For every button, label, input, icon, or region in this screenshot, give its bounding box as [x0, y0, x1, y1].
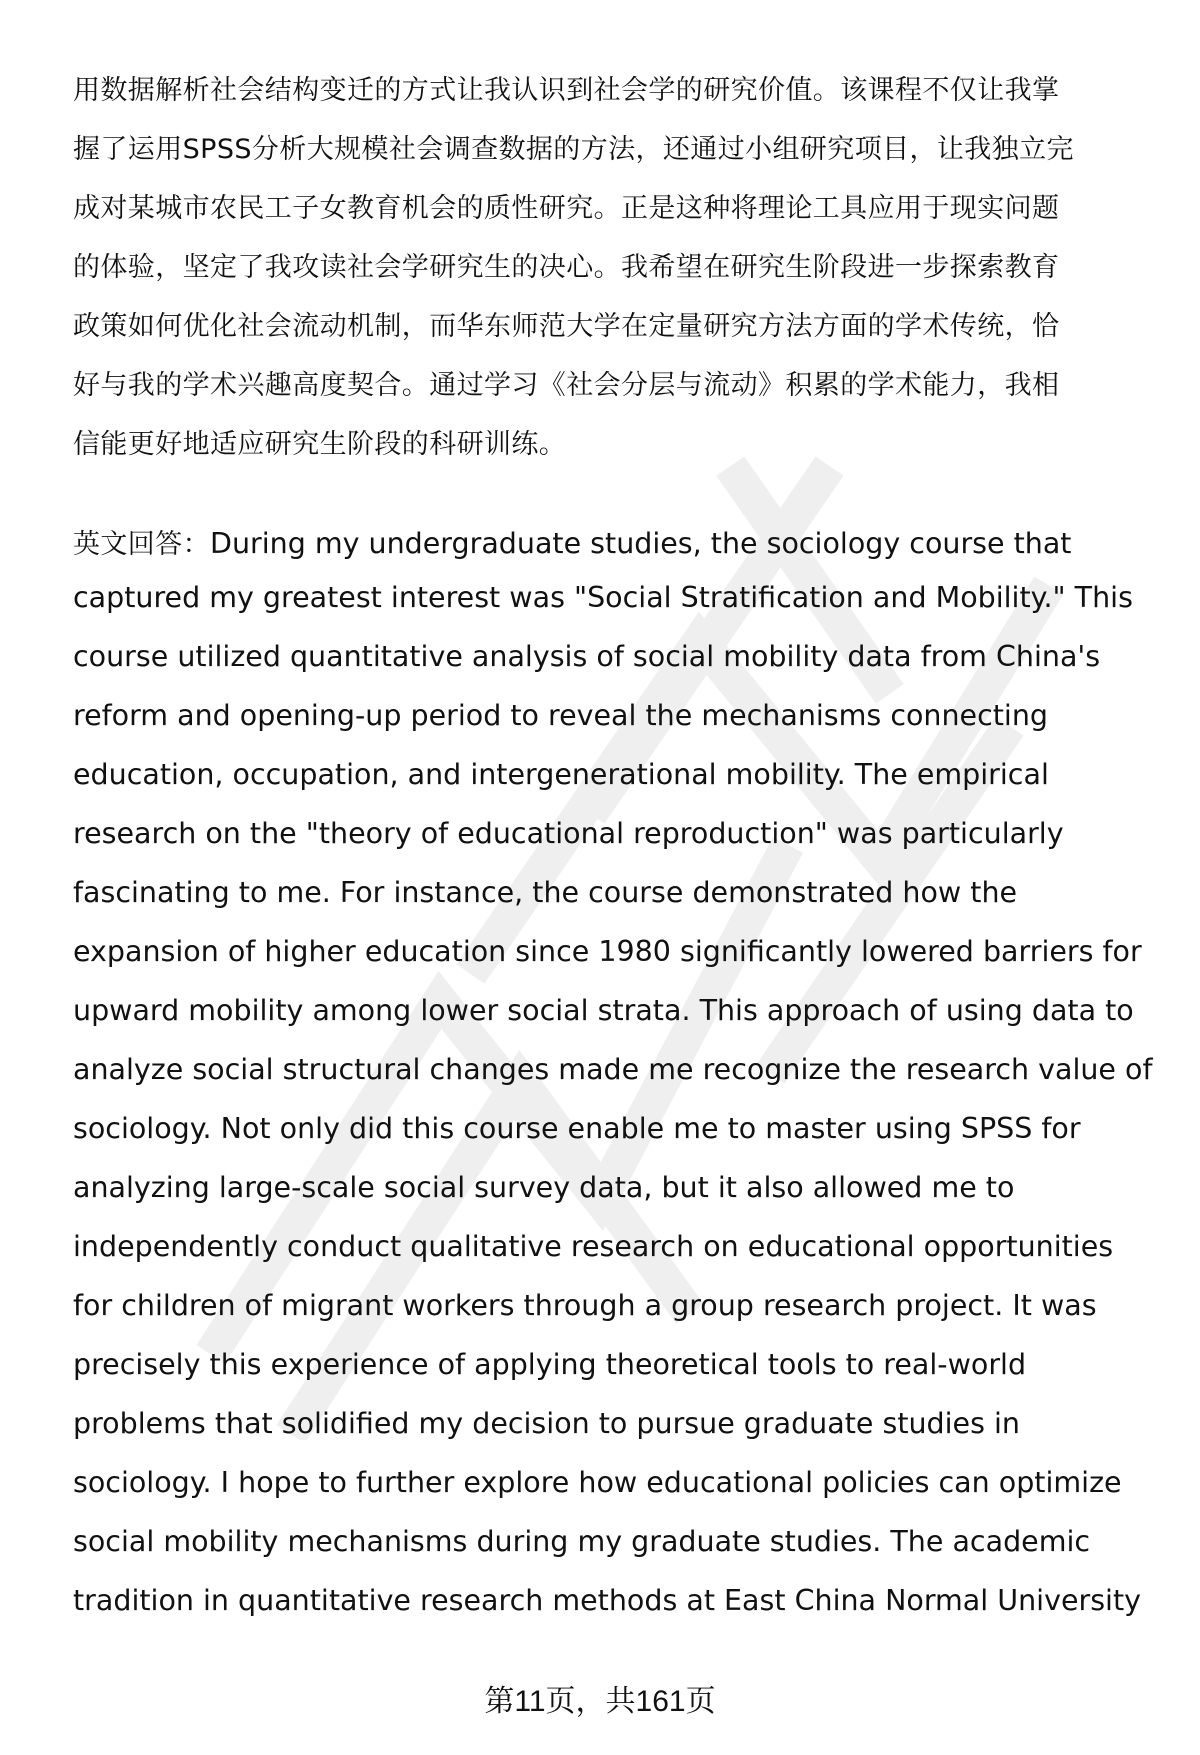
english-answer-first-line: [73, 522, 1072, 561]
english-text-line: sociology. I hope to further explore how educational policies can optimize: [73, 1466, 1122, 1499]
page-indicator: 第11页，共161页: [484, 1685, 716, 1718]
chinese-text-line: 政策如何优化社会流动机制，而华东师范大学在定量研究方法方面的学术传统，恰: [73, 311, 1060, 342]
english-text-line: course utilized quantitative analysis of social mobility data from China's: [73, 640, 1101, 673]
english-text-line: social mobility mechanisms during my graduate studies. The academic: [73, 1525, 1091, 1558]
english-text-line: for children of migrant workers through a group research project. It was: [73, 1289, 1097, 1322]
chinese-text-line: 好与我的学术兴趣高度契合。通过学习《社会分层与流动》积累的学术能力，我相: [73, 370, 1060, 401]
english-text-line: analyze social structural changes made me recognize the research value of: [73, 1053, 1153, 1086]
chinese-text-line: 成对某城市农民工子女教育机会的质性研究。正是这种将理论工具应用于现实问题: [73, 193, 1060, 224]
english-answer-label: 英文回答：: [73, 529, 210, 560]
english-text-line: sociology. Not only did this course enable me to master using SPSS for: [73, 1112, 1081, 1145]
chinese-text-line: 信能更好地适应研究生阶段的科研训练。: [73, 429, 567, 460]
english-text-line: captured my greatest interest was "Social Stratification and Mobility." This: [73, 581, 1133, 614]
english-text-line: reform and opening-up period to reveal the mechanisms connecting: [73, 699, 1048, 732]
english-text-line: independently conduct qualitative research on educational opportunities: [73, 1230, 1114, 1263]
english-text-line: upward mobility among lower social strata. This approach of using data to: [73, 994, 1134, 1027]
english-text-line: tradition in quantitative research methods at East China Normal University: [73, 1584, 1142, 1617]
english-text-line: analyzing large-scale social survey data, but it also allowed me to: [73, 1171, 1015, 1204]
english-text-line: fascinating to me. For instance, the course demonstrated how the: [73, 876, 1018, 909]
english-text-line: problems that solidified my decision to pursue graduate studies in: [73, 1407, 1020, 1440]
english-text-line: expansion of higher education since 1980 significantly lowered barriers for: [73, 935, 1142, 968]
english-text-line: precisely this experience of applying theoretical tools to real-world: [73, 1348, 1027, 1381]
chinese-text-line: 用数据解析社会结构变迁的方式让我认识到社会学的研究价值。该课程不仅让我掌: [73, 75, 1060, 106]
english-text: During my undergraduate studies, the sociology course that: [210, 527, 1072, 560]
chinese-text-line: 握了运用SPSS分析大规模社会调查数据的方法，还通过小组研究项目，让我独立完: [73, 134, 1074, 165]
english-text-line: research on the "theory of educational reproduction" was particularly: [73, 817, 1064, 850]
english-text-line: education, occupation, and intergenerational mobility. The empirical: [73, 758, 1049, 791]
chinese-text-line: 的体验，坚定了我攻读社会学研究生的决心。我希望在研究生阶段进一步探索教育: [73, 252, 1060, 283]
